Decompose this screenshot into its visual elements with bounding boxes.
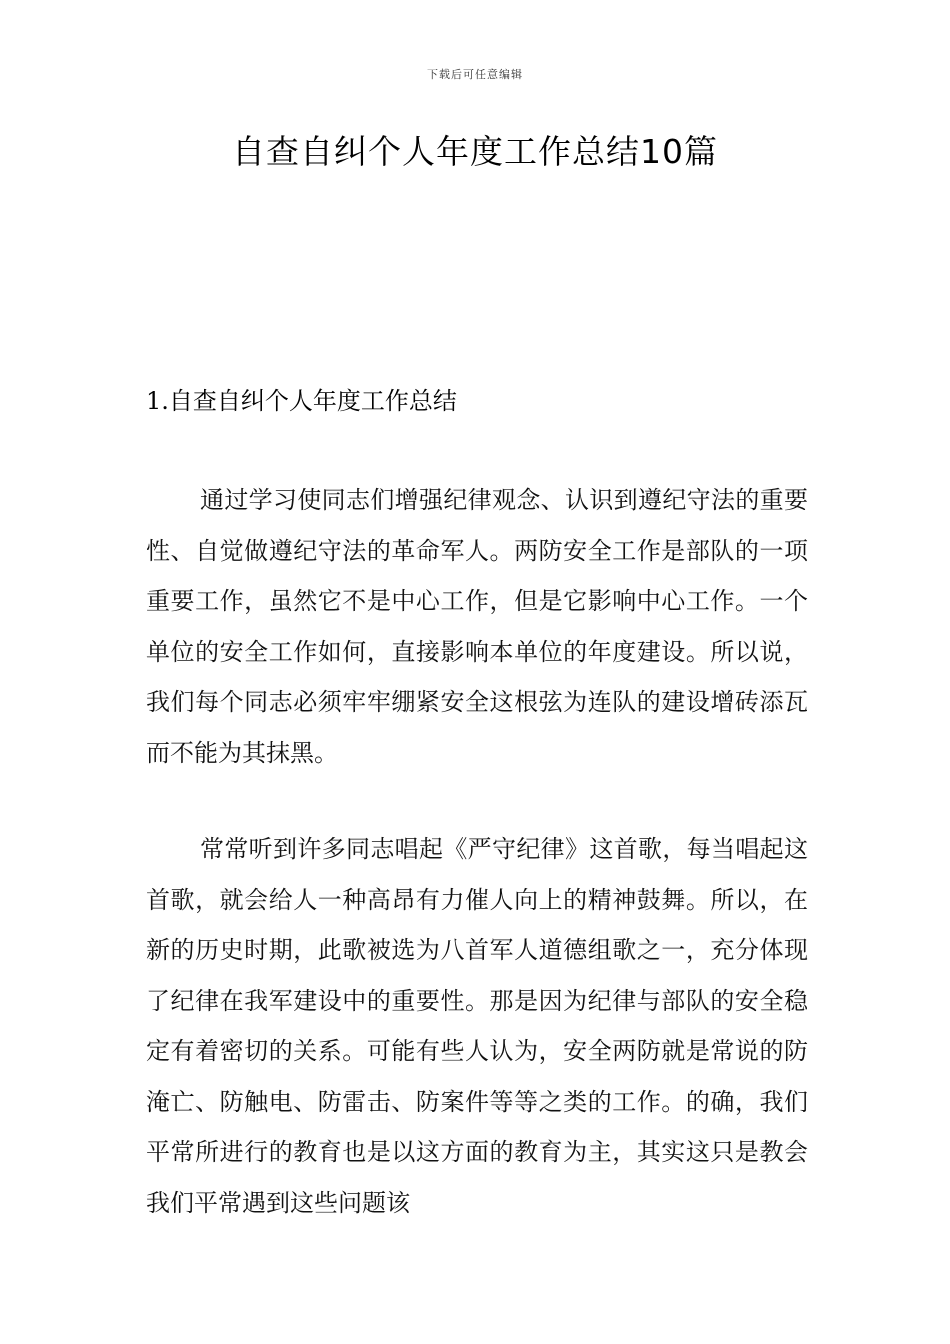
body-paragraph-2: 常常听到许多同志唱起《严守纪律》这首歌，每当唱起这首歌，就会给人一种高昂有力催人向上的精神鼓舞。所以，在新的历史时期，此歌被选为八首军人道德组歌之一，充分体现了纪律在我军建设中的重要性。那是因为纪律与部队的安全稳定有着密切的关系。可能有些人认为，安全两防就是常说的防淹亡、防触电、防雷击、防案件等等之类的工作。的确，我们平常所进行的教育也是以这方面的教育为主，其实这只是教会我们平常遇到这些问题该 xyxy=(146,835,808,1217)
document-title: 自查自纠个人年度工作总结10篇 xyxy=(232,132,718,171)
body-paragraph-1: 通过学习使同志们增强纪律观念、认识到遵纪守法的重要性、自觉做遵纪守法的革命军人。两防安全工作是部队的一项重要工作，虽然它不是中心工作，但是它影响中心工作。一个单位的安全工作如何，直接影响本单位的年度建设。所以说，我们每个同志必须牢牢绷紧安全这根弦为连队的建设增砖添瓦而不能为其抹黑。 xyxy=(146,486,808,767)
section-heading: 1.自查自纠个人年度工作总结 xyxy=(146,387,457,415)
header-note: 下载后可任意编辑 xyxy=(427,68,523,81)
